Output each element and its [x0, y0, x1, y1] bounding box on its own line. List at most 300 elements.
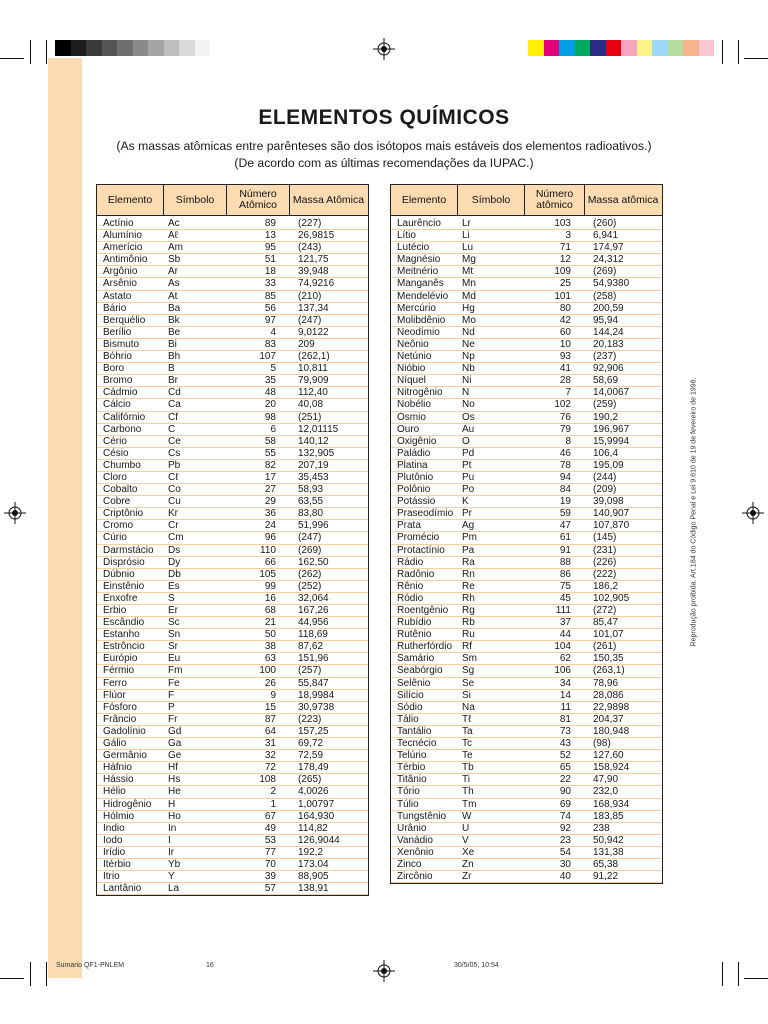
table-row: [97, 786, 368, 798]
element-symbol: Mn: [462, 278, 476, 290]
element-name: Arsênio: [103, 278, 137, 290]
atomic-number: 81: [559, 713, 571, 725]
element-name: Einstênio: [103, 580, 145, 592]
element-symbol: Yb: [168, 858, 181, 870]
atomic-mass: 192,2: [298, 846, 324, 858]
atomic-mass: (231): [593, 544, 617, 556]
table-row: [97, 557, 368, 569]
element-symbol: Te: [462, 750, 473, 762]
table-row: [97, 532, 368, 544]
element-symbol: S: [168, 592, 175, 604]
element-name: Cádmio: [103, 387, 138, 399]
header-atomic-number: Número atômico: [525, 185, 585, 215]
atomic-mass: 15,9994: [593, 435, 630, 447]
atomic-mass: (272): [593, 605, 617, 616]
element-name: Bóhrio: [103, 351, 132, 363]
element-symbol: Be: [168, 326, 181, 338]
element-name: Molibdênio: [397, 314, 446, 326]
atomic-number: 26: [264, 677, 276, 689]
color-calibration-bar: [528, 40, 714, 56]
table-body: [391, 216, 662, 883]
atomic-mass: 95,94: [593, 314, 619, 326]
atomic-number: 37: [559, 617, 571, 629]
atomic-mass: (269): [593, 266, 617, 278]
element-symbol: Lu: [462, 242, 474, 254]
element-symbol: Cf: [168, 411, 178, 423]
table-header: [97, 185, 368, 216]
element-symbol: U: [462, 822, 470, 834]
element-name: Enxofre: [103, 592, 138, 604]
element-name: Urânio: [397, 822, 427, 834]
table-row: [97, 266, 368, 278]
element-symbol: Eu: [168, 653, 181, 665]
atomic-number: 68: [264, 605, 276, 616]
atomic-mass: 174,97: [593, 242, 624, 254]
atomic-number: 53: [264, 834, 276, 846]
atomic-number: 39: [264, 871, 276, 883]
table-row: [97, 665, 368, 677]
table-row: [391, 412, 662, 424]
atomic-mass: 63,55: [298, 496, 324, 508]
atomic-number: 19: [559, 496, 571, 508]
atomic-number: 98: [264, 411, 276, 423]
atomic-number: 91: [559, 544, 571, 556]
element-name: Bromo: [103, 375, 133, 387]
calibration-swatch: [559, 40, 575, 56]
atomic-mass: (269): [298, 544, 322, 556]
element-symbol: Th: [462, 786, 474, 798]
atomic-number: 36: [264, 508, 276, 520]
atomic-number: 40: [559, 871, 571, 883]
element-symbol: Mt: [462, 266, 474, 278]
elements-table-right: [390, 184, 663, 884]
element-symbol: Cd: [168, 387, 181, 399]
atomic-number: 108: [259, 774, 276, 786]
table-row: [97, 460, 368, 472]
element-name: Germânio: [103, 750, 147, 762]
atomic-mass: 196,967: [593, 423, 630, 435]
atomic-mass: 39,948: [298, 266, 329, 278]
element-name: Prata: [397, 520, 421, 532]
element-name: Praseodímio: [397, 508, 454, 520]
crop-mark: [722, 962, 723, 986]
calibration-swatch: [86, 40, 102, 56]
calibration-swatch: [528, 40, 544, 56]
atomic-mass: 50,942: [593, 834, 624, 846]
element-symbol: Ds: [168, 544, 181, 556]
atomic-number: 52: [559, 750, 571, 762]
element-symbol: Fm: [168, 665, 183, 677]
table-row: [391, 786, 662, 798]
atomic-mass: 150,35: [593, 653, 624, 665]
table-row: [97, 399, 368, 411]
atomic-number: 76: [559, 411, 571, 423]
element-name: Berquélio: [103, 314, 146, 326]
element-symbol: Ag: [462, 520, 475, 532]
atomic-number: 75: [559, 580, 571, 592]
table-row: [391, 363, 662, 375]
atomic-mass: 180,948: [593, 725, 630, 737]
page-title: ELEMENTOS QUÍMICOS: [258, 106, 510, 129]
element-name: Níquel: [397, 375, 426, 387]
copyright-text: Reprodução proibida. Art.184 do Código Penal e Lei 9.610 de 19 de fevereiro de 1998.: [690, 377, 698, 647]
registration-mark-icon: [373, 960, 395, 982]
atomic-number: 63: [264, 653, 276, 665]
atomic-number: 89: [264, 218, 276, 229]
atomic-mass: 58,69: [593, 375, 619, 387]
registration-mark-icon: [4, 502, 26, 524]
calibration-swatch: [195, 40, 211, 56]
atomic-mass: 88,905: [298, 871, 329, 883]
element-name: Férmio: [103, 665, 135, 677]
atomic-mass: 114,82: [298, 822, 328, 834]
atomic-mass: 44,956: [298, 617, 329, 629]
atomic-mass: (252): [298, 580, 322, 592]
calibration-swatch: [179, 40, 195, 56]
table-row: [391, 520, 662, 532]
atomic-number: 54: [559, 846, 571, 858]
atomic-number: 62: [559, 653, 571, 665]
table-row: [97, 327, 368, 339]
element-name: Háfnio: [103, 762, 132, 774]
atomic-number: 59: [559, 508, 571, 520]
element-symbol: Md: [462, 290, 476, 302]
element-name: Disprósio: [103, 556, 145, 568]
element-name: Tálio: [397, 713, 419, 725]
atomic-mass: 158,924: [593, 762, 630, 774]
atomic-mass: (98): [593, 738, 611, 750]
element-name: Manganês: [397, 278, 444, 290]
element-name: Zircônio: [397, 871, 433, 883]
atomic-mass: 40,08: [298, 399, 324, 411]
atomic-number: 35: [264, 375, 276, 387]
crop-mark: [722, 40, 723, 64]
element-symbol: Sb: [168, 254, 181, 266]
element-symbol: C: [168, 423, 176, 435]
element-name: Cálcio: [103, 399, 131, 411]
element-symbol: Mg: [462, 254, 476, 266]
table-row: [97, 847, 368, 859]
atomic-mass: (237): [593, 351, 617, 363]
table-row: [97, 569, 368, 581]
atomic-number: 97: [264, 314, 276, 326]
atomic-mass: 204,37: [593, 713, 624, 725]
element-name: Tório: [397, 786, 420, 798]
atomic-number: 72: [264, 762, 276, 774]
element-symbol: Se: [462, 677, 475, 689]
atomic-number: 95: [264, 242, 276, 254]
atomic-mass: 18,9984: [298, 689, 335, 701]
element-symbol: Cℓ: [168, 471, 179, 483]
crop-mark: [30, 40, 31, 64]
element-symbol: H: [168, 798, 176, 810]
atomic-number: 106: [554, 665, 571, 677]
element-symbol: Rf: [462, 641, 472, 653]
elements-table-left: [96, 184, 369, 896]
table-row: [97, 375, 368, 387]
atomic-number: 104: [554, 641, 571, 653]
table-row: [97, 835, 368, 847]
table-row: [391, 266, 662, 278]
table-row: [97, 448, 368, 460]
element-symbol: Sg: [462, 665, 475, 677]
element-name: Rubídio: [397, 617, 432, 629]
atomic-mass: 107,870: [593, 520, 630, 532]
element-name: Nobélio: [397, 399, 431, 411]
table-row: [391, 811, 662, 823]
element-name: Hássio: [103, 774, 134, 786]
atomic-mass: 178,49: [298, 762, 329, 774]
element-name: Telúrio: [397, 750, 427, 762]
element-name: Califórnio: [103, 411, 146, 423]
atomic-number: 92: [559, 822, 571, 834]
calibration-swatch: [621, 40, 637, 56]
atomic-mass: 12,01115: [298, 423, 339, 435]
atomic-mass: (145): [593, 532, 617, 544]
header-element: Elemento: [391, 185, 458, 215]
crop-mark: [738, 40, 739, 64]
atomic-number: 70: [264, 858, 276, 870]
element-symbol: Li: [462, 230, 470, 242]
atomic-number: 93: [559, 351, 571, 363]
element-name: Irídio: [103, 846, 126, 858]
atomic-mass: 207,19: [298, 459, 329, 471]
atomic-mass: 10,811: [298, 363, 328, 375]
element-symbol: Sr: [168, 641, 178, 653]
atomic-number: 22: [559, 774, 571, 786]
atomic-number: 99: [264, 580, 276, 592]
element-name: Escândio: [103, 617, 145, 629]
atomic-number: 87: [264, 713, 276, 725]
atomic-mass: 85,47: [593, 617, 619, 629]
atomic-number: 47: [559, 520, 571, 532]
table-row: [97, 496, 368, 508]
table-row: [97, 726, 368, 738]
atomic-mass: 24,312: [593, 254, 624, 266]
element-symbol: Ba: [168, 302, 181, 314]
element-symbol: Rn: [462, 568, 475, 580]
table-row: [391, 581, 662, 593]
atomic-mass: 55,847: [298, 677, 329, 689]
atomic-number: 41: [559, 363, 571, 375]
element-symbol: Am: [168, 242, 183, 254]
element-symbol: Hf: [168, 762, 178, 774]
element-name: Oxigênio: [397, 435, 437, 447]
element-symbol: Ar: [168, 266, 178, 278]
table-row: [97, 811, 368, 823]
atomic-mass: (243): [298, 242, 322, 254]
element-name: Carbono: [103, 423, 142, 435]
atomic-number: 73: [559, 725, 571, 737]
table-row: [391, 653, 662, 665]
table-row: [391, 291, 662, 303]
atomic-mass: (222): [593, 568, 617, 580]
element-name: Lítio: [397, 230, 416, 242]
atomic-number: 82: [264, 459, 276, 471]
element-name: Rutherfórdio: [397, 641, 453, 653]
table-row: [97, 315, 368, 327]
atomic-mass: 173,04: [298, 858, 329, 870]
element-symbol: Ga: [168, 738, 182, 750]
table-row: [391, 702, 662, 714]
table-row: [97, 472, 368, 484]
calibration-swatch: [148, 40, 164, 56]
element-symbol: Pb: [168, 459, 181, 471]
table-row: [391, 230, 662, 242]
atomic-number: 34: [559, 677, 571, 689]
atomic-number: 84: [559, 484, 571, 496]
element-symbol: Tm: [462, 798, 477, 810]
element-name: Roentgênio: [397, 605, 449, 616]
atomic-mass: 28,086: [593, 689, 624, 701]
element-symbol: Ho: [168, 810, 181, 822]
footer-page-number: 16: [206, 962, 214, 969]
element-name: Promécio: [397, 532, 440, 544]
atomic-mass: 78,96: [593, 677, 619, 689]
table-row: [391, 557, 662, 569]
atomic-mass: (258): [593, 290, 617, 302]
table-row: [391, 436, 662, 448]
element-name: Hélio: [103, 786, 126, 798]
table-row: [97, 436, 368, 448]
atomic-mass: 9,0122: [298, 326, 329, 338]
atomic-mass: 20,183: [593, 338, 624, 350]
registration-mark-icon: [373, 38, 395, 60]
table-row: [97, 484, 368, 496]
atomic-number: 78: [559, 459, 571, 471]
atomic-number: 24: [264, 520, 276, 532]
table-row: [391, 799, 662, 811]
element-symbol: Po: [462, 484, 475, 496]
table-row: [97, 871, 368, 883]
atomic-mass: (262): [298, 568, 322, 580]
element-name: Nióbio: [397, 363, 426, 375]
atomic-number: 65: [559, 762, 571, 774]
element-symbol: Hs: [168, 774, 181, 786]
table-row: [97, 254, 368, 266]
atomic-mass: 65,38: [593, 858, 619, 870]
atomic-number: 71: [559, 242, 571, 254]
atomic-number: 57: [264, 883, 276, 895]
atomic-mass: 58,93: [298, 484, 324, 496]
header-atomic-number: Número Atômico: [227, 185, 290, 215]
element-name: Cromo: [103, 520, 134, 532]
element-symbol: No: [462, 399, 475, 411]
element-symbol: Bk: [168, 314, 180, 326]
atomic-mass: 167,26: [298, 605, 329, 616]
atomic-mass: 162,50: [298, 556, 329, 568]
element-name: Ouro: [397, 423, 420, 435]
element-name: Berílio: [103, 326, 132, 338]
table-row: [391, 327, 662, 339]
element-symbol: O: [462, 435, 470, 447]
atomic-mass: (261): [593, 641, 617, 653]
element-name: Argônio: [103, 266, 138, 278]
element-symbol: Ir: [168, 846, 175, 858]
table-row: [391, 774, 662, 786]
atomic-mass: 54,9380: [593, 278, 630, 290]
atomic-number: 88: [559, 556, 571, 568]
atomic-number: 15: [264, 701, 276, 713]
table-row: [97, 653, 368, 665]
atomic-number: 21: [264, 617, 276, 629]
element-name: Tantálio: [397, 725, 432, 737]
atomic-mass: 74,9216: [298, 278, 335, 290]
element-symbol: In: [168, 822, 177, 834]
table-row: [391, 629, 662, 641]
atomic-mass: 127,60: [593, 750, 624, 762]
crop-mark: [744, 58, 768, 59]
atomic-mass: (260): [593, 218, 617, 229]
atomic-number: 44: [559, 629, 571, 641]
element-name: Samário: [397, 653, 435, 665]
table-row: [97, 520, 368, 532]
table-row: [97, 714, 368, 726]
table-body: [97, 216, 368, 895]
element-symbol: Cr: [168, 520, 179, 532]
atomic-mass: 47,90: [593, 774, 619, 786]
atomic-mass: 200,59: [593, 302, 624, 314]
element-symbol: Pr: [462, 508, 472, 520]
element-symbol: Rb: [462, 617, 475, 629]
element-name: Ferro: [103, 677, 127, 689]
element-name: Paládio: [397, 447, 431, 459]
element-symbol: N: [462, 387, 470, 399]
atomic-mass: 32,064: [298, 592, 329, 604]
atomic-number: 67: [264, 810, 276, 822]
atomic-mass: (251): [298, 411, 322, 423]
table-row: [97, 351, 368, 363]
atomic-mass: (259): [593, 399, 617, 411]
atomic-mass: 168,934: [593, 798, 630, 810]
calibration-swatch: [683, 40, 699, 56]
table-row: [391, 835, 662, 847]
table-row: [391, 726, 662, 738]
element-name: Selênio: [397, 677, 431, 689]
table-row: [391, 690, 662, 702]
atomic-mass: 209: [298, 338, 315, 350]
atomic-mass: 87,62: [298, 641, 324, 653]
element-symbol: Na: [462, 701, 475, 713]
table-row: [391, 532, 662, 544]
element-symbol: Ac: [168, 218, 180, 229]
element-name: Índio: [103, 822, 125, 834]
table-row: [97, 581, 368, 593]
element-symbol: Cm: [168, 532, 184, 544]
element-name: Xenônio: [397, 846, 434, 858]
element-symbol: Os: [462, 411, 475, 423]
table-row: [391, 617, 662, 629]
element-name: Neodímio: [397, 326, 440, 338]
atomic-mass: 51,996: [298, 520, 329, 532]
atomic-mass: 22,9898: [593, 701, 630, 713]
element-symbol: Bi: [168, 338, 177, 350]
table-row: [97, 605, 368, 617]
element-symbol: P: [168, 701, 175, 713]
atomic-number: 100: [259, 665, 276, 677]
atomic-mass: 137,34: [298, 302, 329, 314]
table-row: [391, 399, 662, 411]
atomic-mass: 140,12: [298, 435, 329, 447]
element-name: Túlio: [397, 798, 419, 810]
table-row: [97, 230, 368, 242]
calibration-swatch: [699, 40, 715, 56]
table-row: [97, 617, 368, 629]
atomic-number: 31: [264, 738, 276, 750]
atomic-mass: 121,75: [298, 254, 329, 266]
atomic-number: 61: [559, 532, 571, 544]
element-name: Hólmio: [103, 810, 135, 822]
